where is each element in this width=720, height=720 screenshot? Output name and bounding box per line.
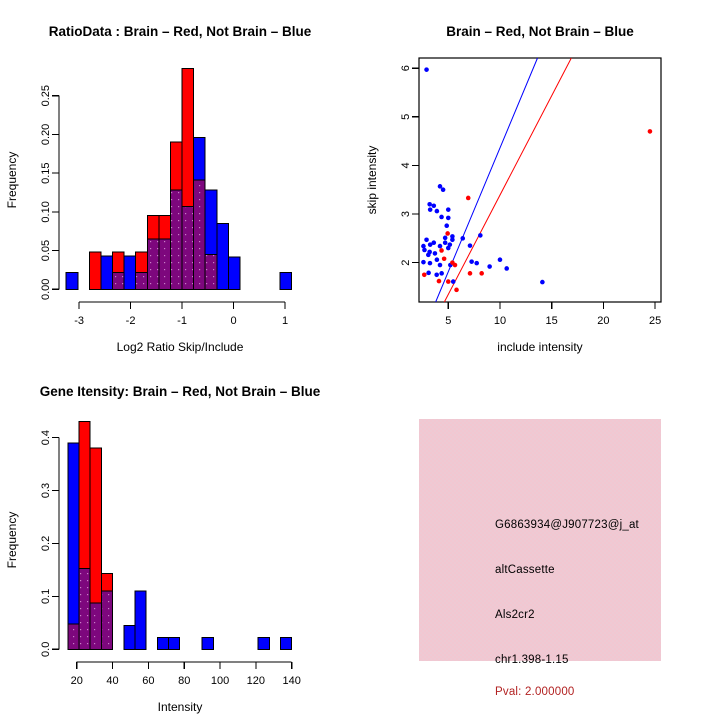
- panel-ratio-histogram: [0, 0, 360, 360]
- x-tick-label: 60: [142, 675, 155, 687]
- y-tick-label: 2: [400, 259, 412, 266]
- scatter-point-blue: [460, 236, 465, 241]
- x-tick-label: 20: [597, 315, 610, 327]
- scatter-point-blue: [443, 236, 448, 241]
- y-tick-label: 6: [400, 65, 412, 72]
- scatter-point-red: [453, 263, 458, 268]
- scatter-point-blue: [444, 223, 449, 228]
- gene-info-box: [419, 419, 661, 698]
- scatter-point-blue: [478, 233, 483, 238]
- scatter-point-blue: [431, 203, 436, 208]
- chart-title: Brain – Red, Not Brain – Blue: [446, 24, 634, 39]
- scatter-point-red: [648, 129, 653, 134]
- gene-probe-id-text: G6863934@J907723@j_at: [495, 519, 639, 531]
- x-axis-title: Log2 Ratio Skip/Include: [116, 340, 244, 354]
- histogram-overlap-bar: [194, 180, 206, 289]
- scatter-point-blue: [439, 215, 444, 220]
- panel-intensity-scatter: [360, 0, 720, 360]
- scatter-point-red: [454, 288, 459, 293]
- scatter-point-blue: [421, 260, 426, 265]
- scatter-point-blue: [441, 187, 446, 192]
- x-tick-label: 100: [210, 675, 230, 687]
- histogram-overlap-bar: [68, 624, 79, 649]
- y-axis-title: Frequency: [5, 511, 19, 569]
- y-tick-label: 0.1: [40, 588, 52, 605]
- scatter-point-blue: [422, 248, 427, 253]
- scatter-point-red: [466, 196, 471, 201]
- scatter-point-red: [437, 279, 442, 284]
- scatter-point-blue: [540, 280, 545, 285]
- histogram-overlap-bar: [147, 239, 159, 289]
- histogram-overlap-bar: [205, 254, 217, 289]
- x-tick-label: -2: [125, 315, 136, 327]
- gene_hist-svg: [0, 360, 360, 720]
- x-tick-label: 5: [445, 315, 452, 327]
- histogram-overlap-bar: [159, 239, 171, 289]
- scatter-point-red: [442, 256, 447, 261]
- histogram-bar: [280, 638, 291, 650]
- scatter-point-blue: [469, 259, 474, 264]
- x-tick-label: 10: [493, 315, 507, 327]
- splice-type-text: altCassette: [495, 564, 555, 576]
- scatter-point-blue: [426, 253, 431, 258]
- scatter-point-blue: [446, 246, 451, 251]
- x-tick-label: 40: [106, 675, 119, 687]
- y-axis-title: skip intensity: [365, 145, 379, 215]
- pval-text: Pval: 2.000000: [495, 686, 575, 698]
- y-tick-label: 0.20: [40, 123, 52, 146]
- histogram-overlap-bar: [101, 591, 112, 649]
- scatter-point-red: [446, 279, 451, 284]
- x-tick-label: 1: [281, 315, 289, 327]
- x-tick-label: 25: [648, 315, 662, 327]
- scatter-point-blue: [446, 207, 451, 212]
- y-tick-label: 5: [400, 113, 412, 120]
- x-tick-label: 0: [230, 315, 237, 327]
- histogram-bar: [68, 443, 79, 649]
- scatter-point-blue: [435, 209, 440, 214]
- scatter-point-blue: [434, 272, 439, 277]
- scatter-point-blue: [438, 244, 443, 249]
- y-tick-label: 4: [400, 162, 412, 169]
- scatter-point-blue: [428, 261, 433, 266]
- scatter-point-blue: [468, 243, 473, 248]
- scatter-point-blue: [431, 240, 436, 245]
- histogram-overlap-bar: [182, 206, 194, 289]
- x-tick-label: 15: [545, 315, 558, 327]
- histogram-bar: [202, 638, 213, 650]
- scatter-point-blue: [433, 251, 438, 256]
- chart-title: Gene Itensity: Brain – Red, Not Brain – Blue: [39, 384, 321, 399]
- histogram-bar: [124, 256, 136, 289]
- histogram-overlap-bar: [79, 568, 90, 649]
- histogram-bar: [89, 252, 101, 289]
- scatter-point-red: [479, 271, 484, 276]
- scatter-point-blue: [435, 257, 440, 262]
- histogram-bar: [217, 223, 229, 289]
- histogram-overlap-bar: [136, 272, 148, 289]
- histogram-overlap-bar: [90, 603, 101, 649]
- histogram-bar: [258, 638, 269, 650]
- histogram-bar: [169, 638, 180, 650]
- y-tick-label: 0.3: [40, 482, 52, 499]
- gene-name-text: Als2cr2: [495, 609, 535, 621]
- histogram-bar: [101, 256, 113, 289]
- scatter-point-blue: [439, 271, 444, 276]
- y-tick-label: 0.05: [40, 239, 52, 262]
- x-tick-label: 140: [282, 675, 301, 687]
- x-tick-label: 80: [178, 675, 191, 687]
- y-tick-label: 0.2: [40, 535, 52, 552]
- y-axis-title: Frequency: [5, 151, 19, 209]
- chromosome-location-text: chr1.398-1.15: [495, 654, 569, 666]
- scatter-point-blue: [446, 216, 451, 221]
- y-tick-label: 3: [400, 210, 412, 218]
- scatter-point-blue: [451, 279, 456, 284]
- chart-title: RatioData : Brain – Red, Not Brain – Blue: [48, 24, 312, 39]
- scatter-point-blue: [426, 271, 431, 276]
- scatter-point-blue: [504, 266, 509, 271]
- red-fit-line: [444, 58, 571, 302]
- y-tick-label: 0.15: [40, 162, 52, 184]
- scatter-point-red: [439, 248, 444, 253]
- scatter-point-blue: [421, 244, 426, 249]
- y-tick-label: 0.00: [40, 278, 52, 301]
- x-tick-label: -3: [74, 315, 84, 327]
- scatter-point-blue: [438, 263, 443, 268]
- scatter-svg: [360, 0, 720, 360]
- y-tick-label: 0.10: [40, 201, 52, 223]
- histogram-bar: [228, 257, 240, 290]
- histogram-overlap-bar: [113, 272, 125, 289]
- y-tick-label: 0.25: [40, 85, 52, 107]
- scatter-point-blue: [474, 261, 479, 266]
- y-tick-label: 0.4: [40, 429, 52, 446]
- scatter-point-blue: [487, 264, 492, 269]
- y-tick-label: 0.0: [40, 641, 52, 657]
- scatter-point-blue: [424, 237, 429, 242]
- histogram-bar: [124, 625, 135, 649]
- x-tick-label: 20: [70, 675, 83, 687]
- histogram-bar: [66, 272, 78, 289]
- panel-gene-intensity-histogram: [0, 360, 360, 720]
- scatter-point-red: [422, 272, 427, 277]
- scatter-point-blue: [427, 202, 432, 207]
- scatter-point-blue: [498, 257, 503, 262]
- scatter-point-blue: [424, 67, 429, 72]
- histogram-bar: [280, 272, 292, 289]
- x-tick-label: 120: [246, 675, 266, 687]
- scatter-point-red: [468, 271, 473, 276]
- panel-gene-info: [360, 360, 720, 720]
- x-axis-title: include intensity: [497, 340, 583, 354]
- scatter-point-blue: [428, 207, 433, 212]
- scatter-point-blue: [438, 184, 443, 189]
- histogram-bar: [157, 638, 168, 650]
- scatter-point-red: [445, 231, 450, 236]
- ratio_hist-svg: [0, 0, 360, 360]
- x-axis-title: Intensity: [157, 700, 203, 714]
- histogram-bar: [135, 591, 146, 649]
- x-tick-label: -1: [177, 315, 187, 327]
- scatter-point-blue: [450, 237, 455, 242]
- histogram-overlap-bar: [170, 190, 182, 289]
- scatter-point-blue: [443, 240, 448, 245]
